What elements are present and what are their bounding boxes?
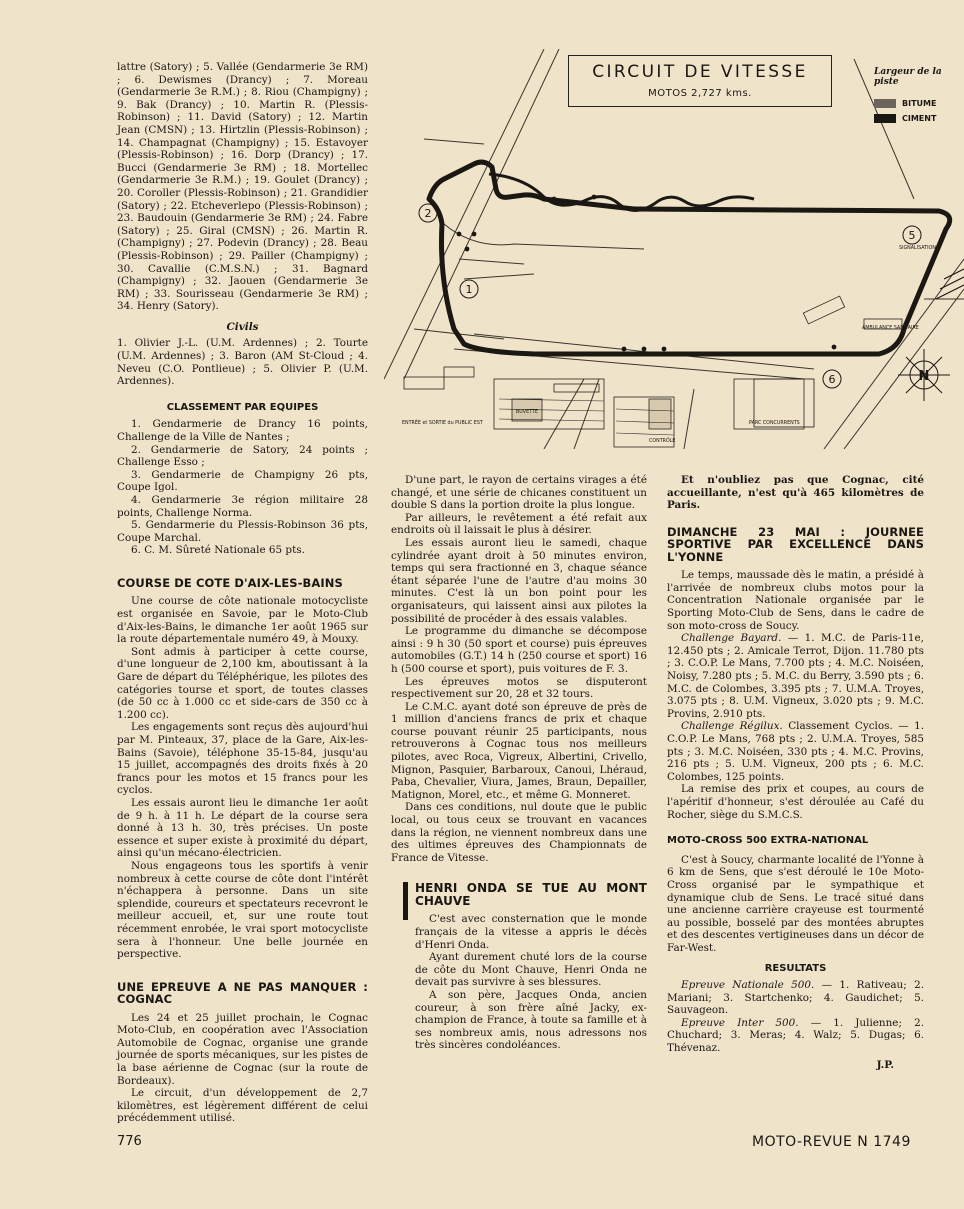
- onda-paragraph: Ayant durement chuté lors de la course de côte du Mont Chauve, Henri Onda ne devait pas survivre à ses blessures.: [415, 951, 647, 989]
- classement-item: 1. Gendarmerie de Drancy 16 points, Challenge de la Ville de Nantes ;: [117, 418, 368, 444]
- mx-paragraph: C'est à Soucy, charmante localité de l'Yonne à 6 km de Sens, que s'est déroulé le 10e Moto-Cross organisé par le sympathique et dynamique club de Sens. Le tracé situé dans une ancienne carrière crayeuse est tourmenté au possible, bosselé par des montées abruptes et des descentes vertigineuses dans un décor de Far-West.: [667, 853, 924, 954]
- civils-results: 1. Olivier J.-L. (U.M. Ardennes) ; 2. Tourte (U.M. Ardennes) ; 3. Baron (AM St-Cloud ; 4. Neveu (C.O. Pontlieue) ; 5. Olivier P. (U.M. Ardennes).: [117, 337, 368, 388]
- legend-bitume-label: BITUME: [902, 99, 937, 108]
- aix-paragraph: Les engagements sont reçus dès aujourd'hui par M. Pinteaux, 37, place de la Gare, Aix-les-Bains (Savoie), téléphone 35-15-84, jusqu'au 15 juillet, accompagnés des droits fixés à 20 francs pour les motos et 15 francs pour les cyclos.: [117, 721, 368, 797]
- marker-2: 2: [424, 207, 432, 220]
- onda-rule: [403, 882, 408, 920]
- cognac-continued: D'une part, le rayon de certains virages a été changé, et une série de chicanes constituent un double S dans la portion droite la plus longue.: [391, 474, 647, 512]
- legend-ciment: [874, 114, 964, 123]
- civils-heading: Civils: [226, 320, 259, 333]
- yonne-paragraph: Le temps, maussade dès le matin, a présidé à l'arrivée de nombreux clubs motos pour la Concentration Nationale organisée par le Sporting Moto-Club de Sens, dans le cadre de son moto-cross de Soucy.: [667, 569, 924, 632]
- cognac-paragraph: Les 24 et 25 juillet prochain, le Cognac Moto-Club, en coopération avec l'Association Automobile de Cognac, organise une grande journée de sports mécaniques, sur les pistes de la base aérienne de Cognac (sur la route de Bordeaux).: [117, 1011, 368, 1087]
- results-list-militaires: lattre (Satory) ; 5. Vallée (Gendarmerie 3e RM) ; 6. Dewismes (Drancy) ; 7. Moreau (Gendarmerie 3e R.M.) ; 8. Riou (Champigny) ; 9. Bak (Drancy) ; 10. Martin R. (Plessis-Robinson) ; 11. David (Satory) ; 12. Martin Jean (CMSN) ; 13. Hirtzlin (Plessis-Robinson) ; 14. Champagnat (Champigny) ; 15. Estavoyer (Plessis-Robinson) ; 16. Dorp (Drancy) ; 17. Bucci (Gendarmerie 3e RM) ; 18. Mortellec (Gendarmerie 3e R.M.) ; 19. Goulet (Drancy) ; 20. Coroller (Plessis-Robinson) ; 21. Grandidier (Satory) ; 22. Etcheverlepo (Plessis-Robinson) ; 23. Baudouin (Gendarmerie 3e RM) ; 24. Fabre (Satory) ; 25. Giral (CMSN) ; 26. Martin R. (Champigny) ; 27. Podevin (Drancy) ; 28. Beau (Plessis-Robinson) ; 29. Pailler (Champigny) ; 30. Cavallie (C.M.S.N.) ; 31. Bagnard (Champigny) ; 32. Jaouen (Gendarmerie 3e RM) ; 33. Sourisseau (Gendarmerie 3e RM) ; 34. Henry (Satory).: [117, 61, 368, 313]
- aix-paragraph: Sont admis à participer à cette course, d'une longueur de 2,100 km, aboutissant à la Gare de départ du Téléphérique, les pilotes des catégories tourse et sport, de toutes classes (de 50 cc à 1.000 cc et side-cars de 350 cc à 1.200 cc).: [117, 645, 368, 721]
- onda-paragraph: C'est avec consternation que le monde français de la vitesse a appris le décès d'Henri Onda.: [415, 913, 647, 951]
- mx-heading: MOTO-CROSS 500 EXTRA-NATIONAL: [667, 835, 869, 847]
- aix-heading: COURSE DE COTE D'AIX-LES-BAINS: [117, 575, 343, 590]
- label-parc: PARC CONCURRENTS: [749, 421, 800, 426]
- classement-item: 4. Gendarmerie 3e région militaire 28 points, Challenge Norma.: [117, 494, 368, 519]
- cognac-closing: Et n'oubliez pas que Cognac, cité accueillante, n'est qu'à 465 kilomètres de Paris.: [667, 474, 924, 512]
- cognac-continued: Le C.M.C. ayant doté son épreuve de près de 1 million d'anciens francs de prix et chaque course pouvant réunir 25 participants, nous retrouverons à Cognac tous nos meilleurs pilotes, avec Roca, Vigreux, Albertini, Crivello, Mignon, Pasquier, Barbaroux, Canoui, Lhéraud, Paba, Chevalier, Viura, James, Braun, Depailler, Matignon, Morel, etc., et même G. Monneret.: [391, 700, 647, 801]
- legend-title: Largeur de la piste: [874, 67, 942, 87]
- ciment-swatch: [874, 114, 896, 123]
- aix-paragraph: Une course de côte nationale motocycliste est organisée en Savoie, par le Moto-Club d'Aix-les-Bains, le dimanche 1er août 1965 sur la route départementale numéro 49, à Mouxy.: [117, 595, 368, 646]
- nat-text: — 1. Rativeau; 2. Mariani; 3. Startchenko; 4. Gaudichet; 5. Sauvageon.: [667, 979, 924, 1017]
- marker-5: 5: [908, 229, 916, 242]
- label-ambulance: AMBULANCE SANITAIRE: [862, 326, 919, 331]
- nat-results: [667, 979, 924, 1017]
- bayard-label: Challenge Bayard.: [681, 632, 782, 645]
- map-title: CIRCUIT DE VITESSE: [592, 62, 808, 82]
- compass-north: N: [918, 369, 930, 384]
- onda-paragraph: A son père, Jacques Onda, ancien coureur, à son frère aîné Jacky, ex-champion de France, à toute sa famille et à ses nombreux amis, nous adressons nos très sincères condoléances.: [415, 988, 647, 1052]
- onda-heading: HENRI ONDA SE TUE AU MONT CHAUVE: [415, 881, 647, 908]
- classement-item: 5. Gendarmerie du Plessis-Robinson 36 pts, Coupe Marchal.: [117, 519, 368, 544]
- regilux-text: Classement Cyclos. — 1. C.O.P. Le Mans, 768 pts ; 2. U.M.A. Troyes, 585 pts ; 3. M.C. Noiséen, 330 pts ; 4. M.C. Provins, 216 pts ; 5. U.M. Vigneux, 200 pts ; 6. M.C. Colombes, 125 points.: [667, 720, 924, 783]
- classement-item: 6. C. M. Sûreté Nationale 65 pts.: [131, 544, 305, 557]
- label-entree: ENTRÉE et SORTIE du PUBLIC EST: [402, 421, 483, 426]
- label-buvette: BUVETTE: [516, 410, 538, 415]
- map-title-box: [568, 55, 832, 107]
- column-3: [667, 474, 924, 1071]
- regilux-results: [667, 720, 924, 783]
- legend-bitume: [874, 99, 964, 108]
- aix-paragraph: Nous engageons tous les sportifs à venir nombreux à cette course de côte dont l'intérêt n'échappera à personne. Dans un site splendide, coureurs et spectateurs recevront le meilleur accueil, et, sur une route tout récemment enrobée, le vrai sport motocycliste sera à l'honneur. Une belle journée en perspective.: [117, 859, 368, 961]
- cognac-heading: UNE EPREUVE A NE PAS MANQUER : COGNAC: [117, 979, 368, 1007]
- regilux-label: Challenge Régilux.: [681, 720, 783, 733]
- magazine-name: MOTO-REVUE N 1749: [752, 1134, 911, 1150]
- bayard-results: [667, 632, 924, 720]
- resultats-heading: RESULTATS: [764, 962, 827, 974]
- column-2: [391, 474, 647, 1052]
- map-subtitle: MOTOS 2,727 kms.: [648, 88, 752, 99]
- circuit-map: [384, 49, 964, 449]
- inter-label: Epreuve Inter 500.: [681, 1016, 799, 1029]
- label-signalisation: SIGNALISATION: [899, 246, 936, 251]
- remise-paragraph: La remise des prix et coupes, au cours de l'apéritif d'honneur, s'est déroulée au Café du Rocher, siège du S.M.C.S.: [667, 783, 924, 821]
- cognac-continued: Par ailleurs, le revêtement a été refait aux endroits où il laissait le plus à désirer.: [391, 511, 647, 537]
- map-legend: [874, 67, 964, 129]
- cognac-continued: Les essais auront lieu le samedi, chaque cylindrée ayant droit à 50 minutes environ, temps qui sera fractionné en 3, chaque séance étant séparée l'une de l'autre d'au moins 30 minutes. C'est là un bon point pour les organisateurs, qui laissent ainsi aux pilotes la possibilité de procéder à des essais valables.: [391, 536, 647, 625]
- cognac-paragraph: Le circuit, d'un développement de 2,7 kilomètres, est légèrement différent de celui précédemment utilisé.: [117, 1087, 368, 1125]
- signature: J.P.: [876, 1058, 894, 1071]
- page-number: 776: [117, 1134, 142, 1149]
- label-controle: CONTRÔLE: [649, 439, 676, 444]
- marker-6: 6: [828, 373, 836, 386]
- cognac-continued: Dans ces conditions, nul doute que le public local, ou tous ceux se trouvant en vacances dans la région, ne viennent nombreux dans une des ultimes épreuves des Championnats de France de Vitesse.: [391, 801, 647, 864]
- bayard-text: — 1. M.C. de Paris-11e, 12.450 pts ; 2. Amicale Terrot, Dijon. 11.780 pts ; 3. C.O.P. Le Mans, 7.700 pts ; 4. M.C. Noiséen, Noisy, 7.280 pts ; 5. M.C. du Berry, 3.590 pts ; 6. M.C. de Colombes, 3.395 pts ; 7. U.M.A. Troyes, 3.075 pts ; 8. U.M. Vigneux, 3.020 pts ; 9. M.C. Provins, 2.910 pts.: [667, 632, 924, 720]
- cognac-continued: Le programme du dimanche se décompose ainsi : 9 h 30 (50 sport et course) puis épreuves automobiles (G.T.) 14 h (250 course et sport) 16 h (500 course et sport), puis voitures de F. 3.: [391, 625, 647, 675]
- aix-paragraph: Les essais auront lieu le dimanche 1er août de 9 h. à 11 h. Le départ de la course sera donné à 13 h. 30, très précises. Un poste essence et super existe à proximité du départ, ainsi qu'un mécano-électricien.: [117, 796, 368, 860]
- legend-ciment-label: CIMENT: [902, 114, 937, 123]
- classement-item: 3. Gendarmerie de Champigny 26 pts, Coupe Igol.: [117, 468, 368, 494]
- yonne-heading: DIMANCHE 23 MAI : JOURNEE SPORTIVE PAR EXCELLENCE DANS L'YONNE: [667, 524, 924, 564]
- marker-1: 1: [465, 283, 473, 296]
- classement-heading: CLASSEMENT PAR EQUIPES: [166, 401, 319, 413]
- nat-label: Epreuve Nationale 500.: [681, 979, 815, 992]
- classement-item: 2. Gendarmerie de Satory, 24 points ; Challenge Esso ;: [117, 443, 368, 469]
- bitume-swatch: [874, 99, 896, 108]
- column-1: [117, 61, 368, 1125]
- onda-article: [415, 882, 647, 1052]
- cognac-continued: Les épreuves motos se disputeront respectivement sur 20, 28 et 32 tours.: [391, 675, 647, 701]
- inter-text: — 1. Julienne; 2. Chuchard; 3. Meras; 4. Walz; 5. Dugas; 6. Thévenaz.: [667, 1016, 924, 1055]
- inter-results: [667, 1017, 924, 1055]
